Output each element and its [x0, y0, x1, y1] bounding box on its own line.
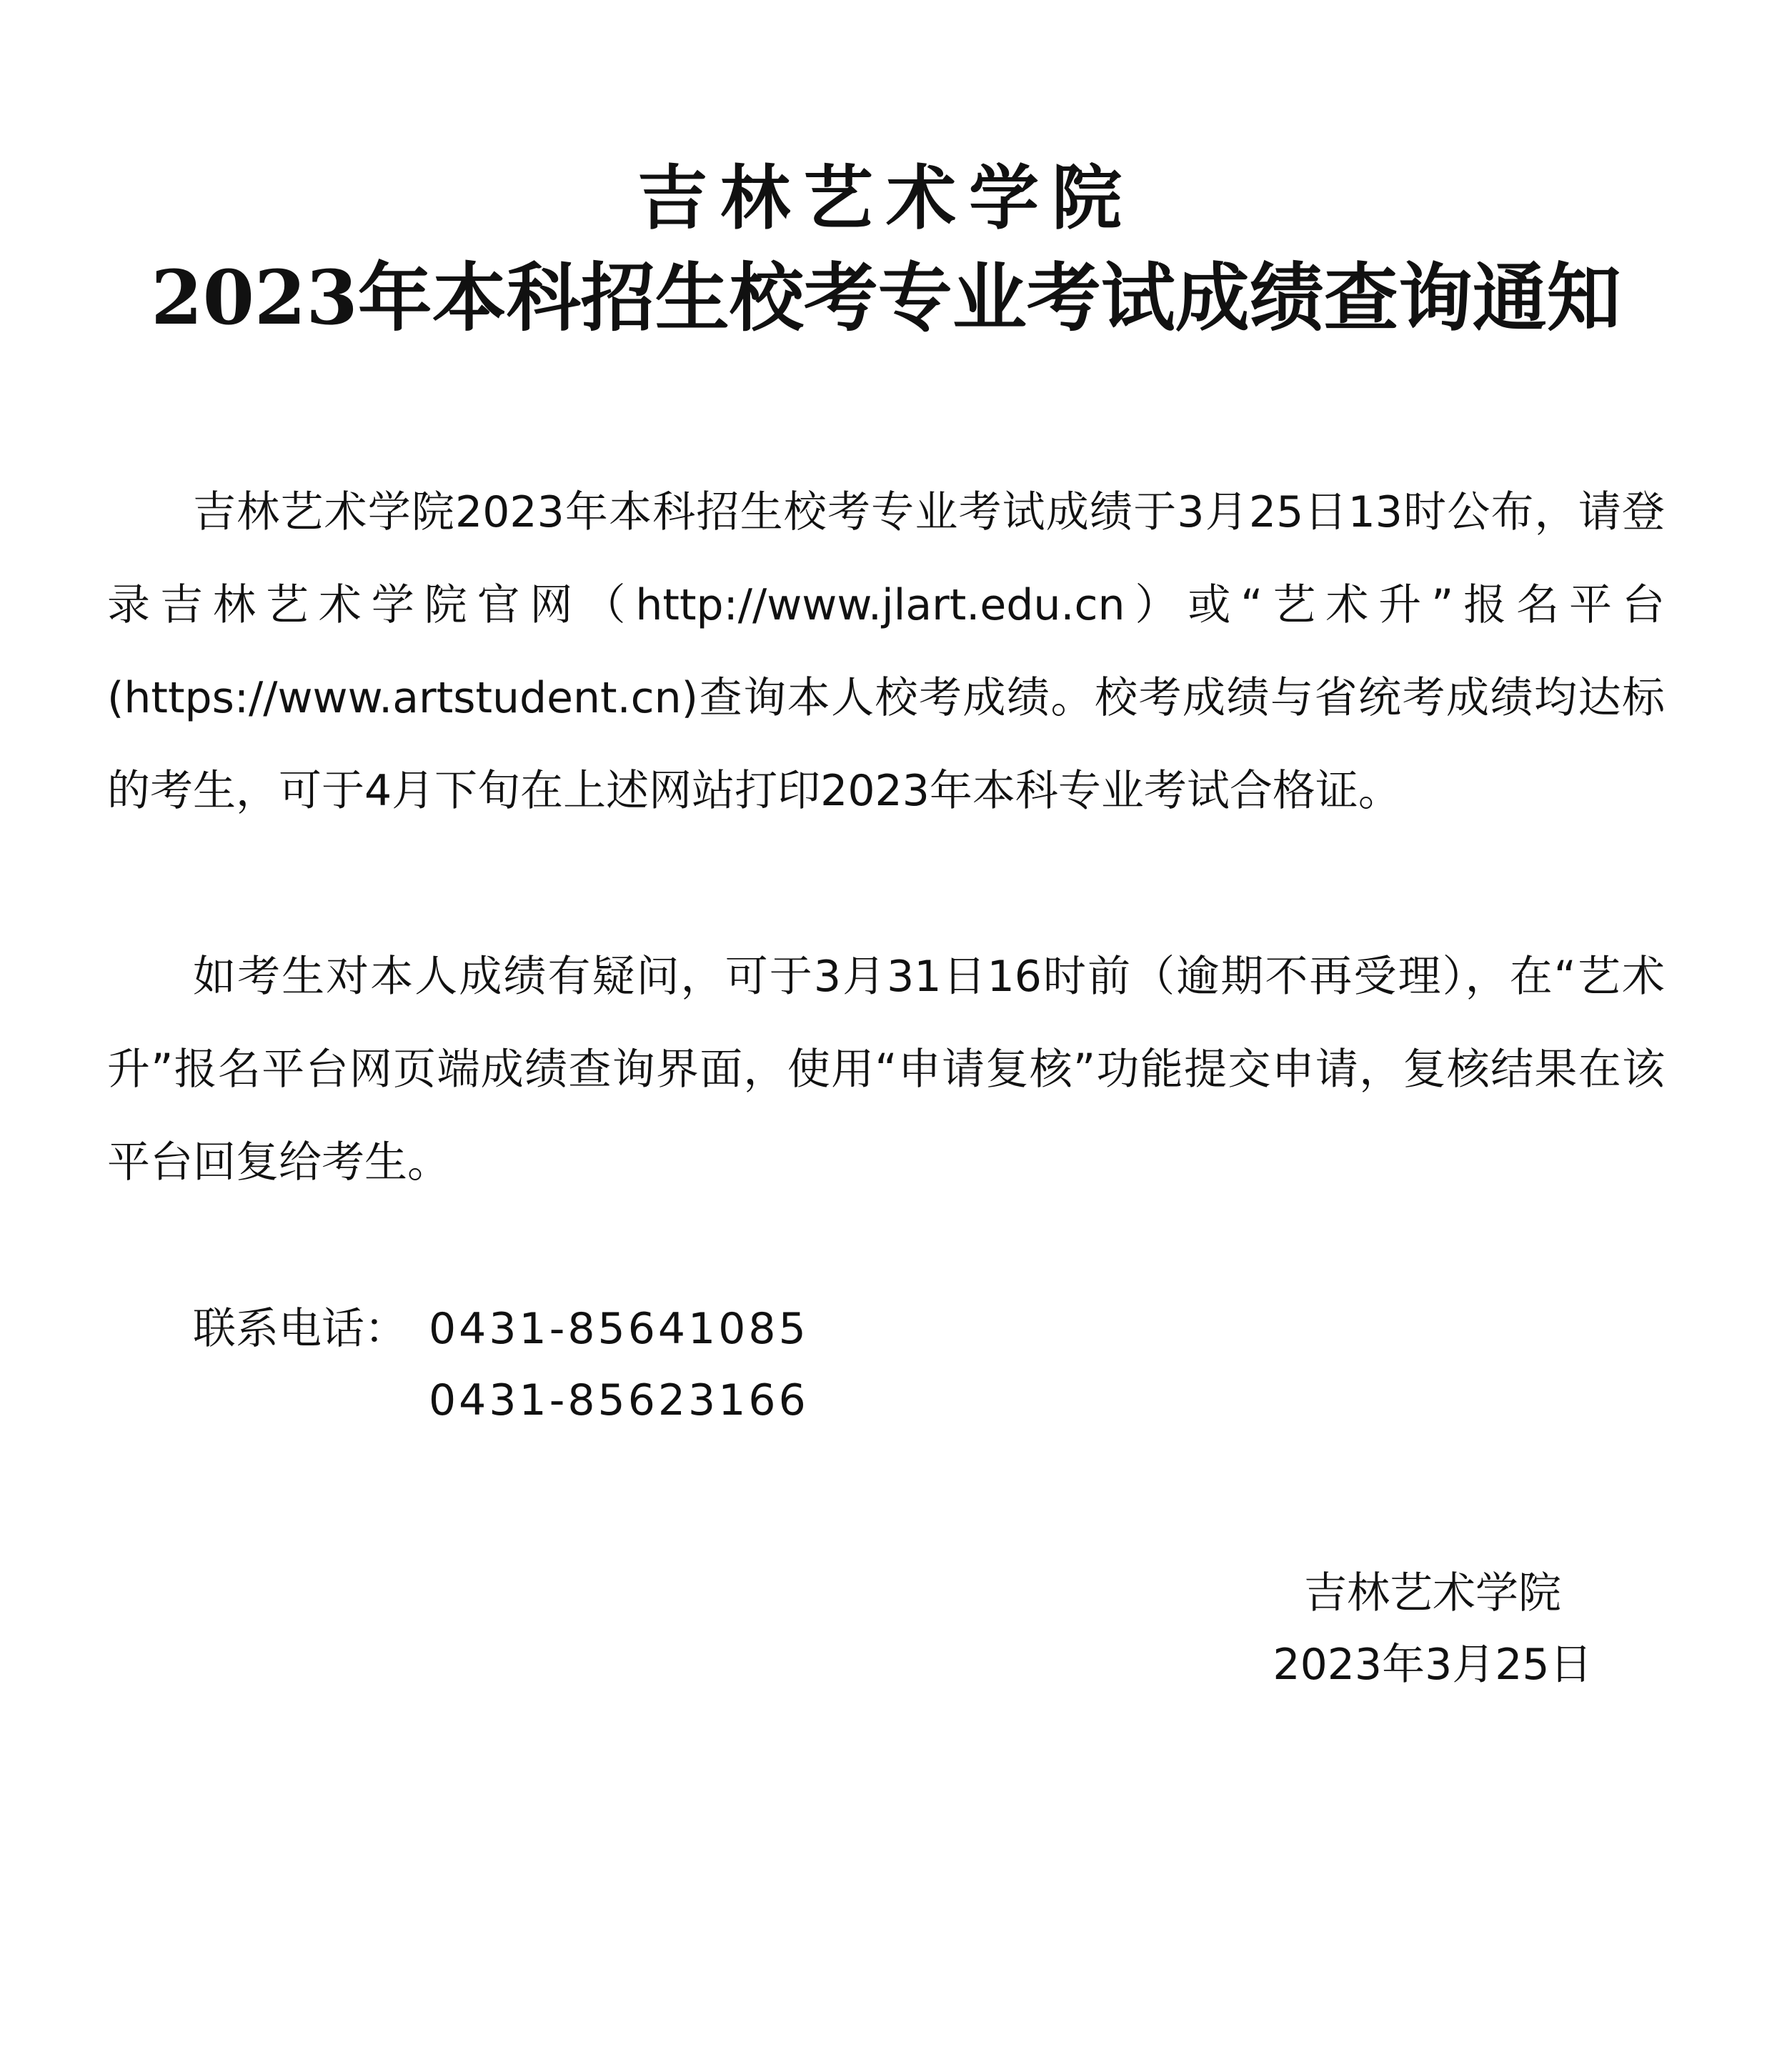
contact-row-2: [193, 1365, 809, 1436]
contact-phone-2: 0431-85623166: [429, 1375, 809, 1425]
signature-date: 2023年3月25日: [1273, 1640, 1593, 1690]
contact-phone-1: 0431-85641085: [429, 1304, 809, 1354]
page-title-institution: 吉林艺术学院: [637, 157, 1135, 239]
page-title-notice: 2023年本科招生校考专业考试成绩查询通知: [151, 254, 1621, 342]
notice-paragraph-review: 如考生对本人成绩有疑问，可于3月31日16时前（逾期不再受理），在“艺术升”报名平台网页端成绩查询界面，使用“申请复核”功能提交申请，复核结果在该平台回复给考生。: [107, 952, 1665, 1187]
signature-block: [1222, 1558, 1643, 1700]
signature-organization: 吉林艺术学院: [1304, 1568, 1561, 1618]
contact-block: [193, 1293, 809, 1436]
contact-row-1: [193, 1293, 809, 1365]
notice-paragraph-results: 吉林艺术学院2023年本科招生校考专业考试成绩于3月25日13时公布，请登录吉林艺术学院官网（http://www.jlart.edu.cn）或“艺术升”报名平台(https://www.artstudent.cn)查询本人校考成绩。校考成绩与省统考成绩均达标的考生，可于4月下旬在上述网站打印2023年本科专业考试合格证。: [107, 487, 1665, 816]
contact-label: 联系电话：: [193, 1304, 407, 1354]
